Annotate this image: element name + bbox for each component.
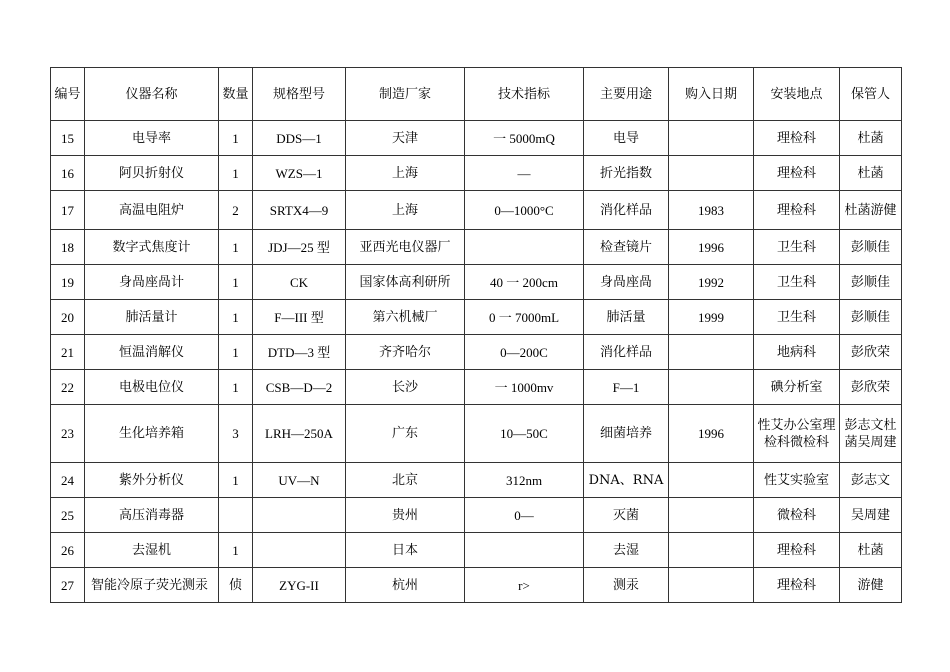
cell-no: 17 [51,191,85,230]
cell-name: 智能冷原子荧光测汞 [85,568,219,603]
cell-maker: 长沙 [346,370,465,405]
cell-model: LRH—250A [253,405,346,463]
cell-no: 20 [51,300,85,335]
cell-model: WZS—1 [253,156,346,191]
cell-name: 肺活量计 [85,300,219,335]
table-row [51,498,902,533]
cell-use: 检查镜片 [584,230,669,265]
cell-model: DDS—1 [253,121,346,156]
cell-name: 电导率 [85,121,219,156]
table-row [51,463,902,498]
header-cell: 编号 [51,68,85,121]
cell-use: 折光指数 [584,156,669,191]
table-row [51,300,902,335]
header-cell: 制造厂家 [346,68,465,121]
cell-spec: 0— [465,498,584,533]
cell-model: UV—N [253,463,346,498]
cell-use: 肺活量 [584,300,669,335]
cell-spec: 0 一 7000mL [465,300,584,335]
cell-keeper: 彭顺佳 [840,230,902,265]
cell-keeper: 游健 [840,568,902,603]
table-row [51,265,902,300]
cell-maker: 亚西光电仪器厂 [346,230,465,265]
cell-no: 23 [51,405,85,463]
cell-qty: 1 [219,335,253,370]
cell-location: 理检科 [754,533,840,568]
cell-use: 去湿 [584,533,669,568]
cell-location: 卫生科 [754,265,840,300]
cell-spec: 312nm [465,463,584,498]
cell-name: 身咼座咼计 [85,265,219,300]
cell-date [669,498,754,533]
cell-location: 卫生科 [754,300,840,335]
cell-keeper: 杜菡 [840,121,902,156]
cell-location: 地病科 [754,335,840,370]
cell-name: 高压消毒器 [85,498,219,533]
header-cell: 规格型号 [253,68,346,121]
header-cell: 安装地点 [754,68,840,121]
cell-qty: 3 [219,405,253,463]
cell-date: 1999 [669,300,754,335]
cell-qty: 1 [219,300,253,335]
table-row [51,121,902,156]
cell-keeper: 彭顺佳 [840,300,902,335]
cell-no: 26 [51,533,85,568]
cell-location: 性艾办公室理检科微检科 [754,405,840,463]
table-row [51,191,902,230]
cell-spec: 0—200C [465,335,584,370]
table-row [51,335,902,370]
cell-qty: 2 [219,191,253,230]
header-cell: 仪器名称 [85,68,219,121]
cell-use: DNA、RNA [584,463,669,498]
cell-location: 理检科 [754,156,840,191]
cell-maker: 杭州 [346,568,465,603]
header-cell: 技术指标 [465,68,584,121]
cell-keeper: 吴周建 [840,498,902,533]
cell-maker: 广东 [346,405,465,463]
cell-date [669,568,754,603]
cell-maker: 第六机械厂 [346,300,465,335]
cell-model: F—III 型 [253,300,346,335]
cell-no: 15 [51,121,85,156]
cell-model [253,498,346,533]
cell-date [669,121,754,156]
cell-model: ZYG-II [253,568,346,603]
cell-date [669,156,754,191]
cell-location: 碘分析室 [754,370,840,405]
cell-no: 21 [51,335,85,370]
cell-date: 1996 [669,230,754,265]
table-row [51,156,902,191]
header-cell: 数量 [219,68,253,121]
cell-spec: — [465,156,584,191]
cell-spec [465,533,584,568]
cell-keeper: 杜菡 [840,156,902,191]
cell-qty: 1 [219,230,253,265]
cell-name: 数字式焦度计 [85,230,219,265]
cell-no: 22 [51,370,85,405]
cell-maker: 上海 [346,191,465,230]
cell-qty: 1 [219,533,253,568]
cell-spec: 40 一 200cm [465,265,584,300]
cell-model: CK [253,265,346,300]
cell-qty [219,498,253,533]
cell-name: 电极电位仪 [85,370,219,405]
cell-date [669,533,754,568]
cell-model: CSB—D—2 [253,370,346,405]
cell-maker: 日本 [346,533,465,568]
cell-maker: 天津 [346,121,465,156]
cell-use: 细菌培养 [584,405,669,463]
table-header-row [51,68,902,121]
cell-name: 去湿机 [85,533,219,568]
table-row [51,370,902,405]
cell-maker: 北京 [346,463,465,498]
cell-model [253,533,346,568]
cell-qty: 1 [219,370,253,405]
cell-maker: 齐齐哈尔 [346,335,465,370]
cell-spec: 一 5000mQ [465,121,584,156]
cell-date [669,463,754,498]
instrument-table [50,67,902,603]
table-row [51,533,902,568]
cell-spec: r> [465,568,584,603]
cell-maker: 国家体高利研所 [346,265,465,300]
cell-qty: 1 [219,463,253,498]
cell-model: SRTX4—9 [253,191,346,230]
cell-location: 理检科 [754,568,840,603]
cell-no: 16 [51,156,85,191]
cell-use: 消化样品 [584,191,669,230]
header-cell: 主要用途 [584,68,669,121]
cell-use: 身咼座咼 [584,265,669,300]
table-row [51,405,902,463]
cell-use: F—1 [584,370,669,405]
cell-use: 电导 [584,121,669,156]
cell-keeper: 杜菡 [840,533,902,568]
cell-use: 灭菌 [584,498,669,533]
cell-no: 19 [51,265,85,300]
cell-name: 高温电阻炉 [85,191,219,230]
cell-keeper: 杜菡游健 [840,191,902,230]
cell-no: 25 [51,498,85,533]
cell-location: 理检科 [754,121,840,156]
cell-qty: 1 [219,265,253,300]
cell-spec: 10—50C [465,405,584,463]
cell-keeper: 彭欣荣 [840,335,902,370]
cell-location: 理检科 [754,191,840,230]
cell-keeper: 彭志文 [840,463,902,498]
cell-qty: 1 [219,156,253,191]
cell-spec: 一 1000mv [465,370,584,405]
cell-model: DTD—3 型 [253,335,346,370]
cell-qty: 侦 [219,568,253,603]
cell-keeper: 彭欣荣 [840,370,902,405]
table-row [51,230,902,265]
cell-name: 阿贝折射仪 [85,156,219,191]
cell-no: 18 [51,230,85,265]
cell-location: 卫生科 [754,230,840,265]
table-row [51,568,902,603]
cell-qty: 1 [219,121,253,156]
header-cell: 保管人 [840,68,902,121]
cell-keeper: 彭志文杜菡吴周建 [840,405,902,463]
cell-date: 1996 [669,405,754,463]
cell-model: JDJ—25 型 [253,230,346,265]
cell-use: 测汞 [584,568,669,603]
cell-date: 1992 [669,265,754,300]
cell-name: 生化培养箱 [85,405,219,463]
cell-location: 性艾实验室 [754,463,840,498]
cell-maker: 贵州 [346,498,465,533]
cell-name: 恒温消解仪 [85,335,219,370]
cell-name: 紫外分析仪 [85,463,219,498]
header-cell: 购入日期 [669,68,754,121]
cell-date [669,335,754,370]
cell-no: 24 [51,463,85,498]
cell-spec [465,230,584,265]
cell-date [669,370,754,405]
cell-date: 1983 [669,191,754,230]
cell-spec: 0—1000°C [465,191,584,230]
cell-location: 微检科 [754,498,840,533]
cell-no: 27 [51,568,85,603]
cell-use: 消化样品 [584,335,669,370]
cell-maker: 上海 [346,156,465,191]
cell-keeper: 彭顺佳 [840,265,902,300]
